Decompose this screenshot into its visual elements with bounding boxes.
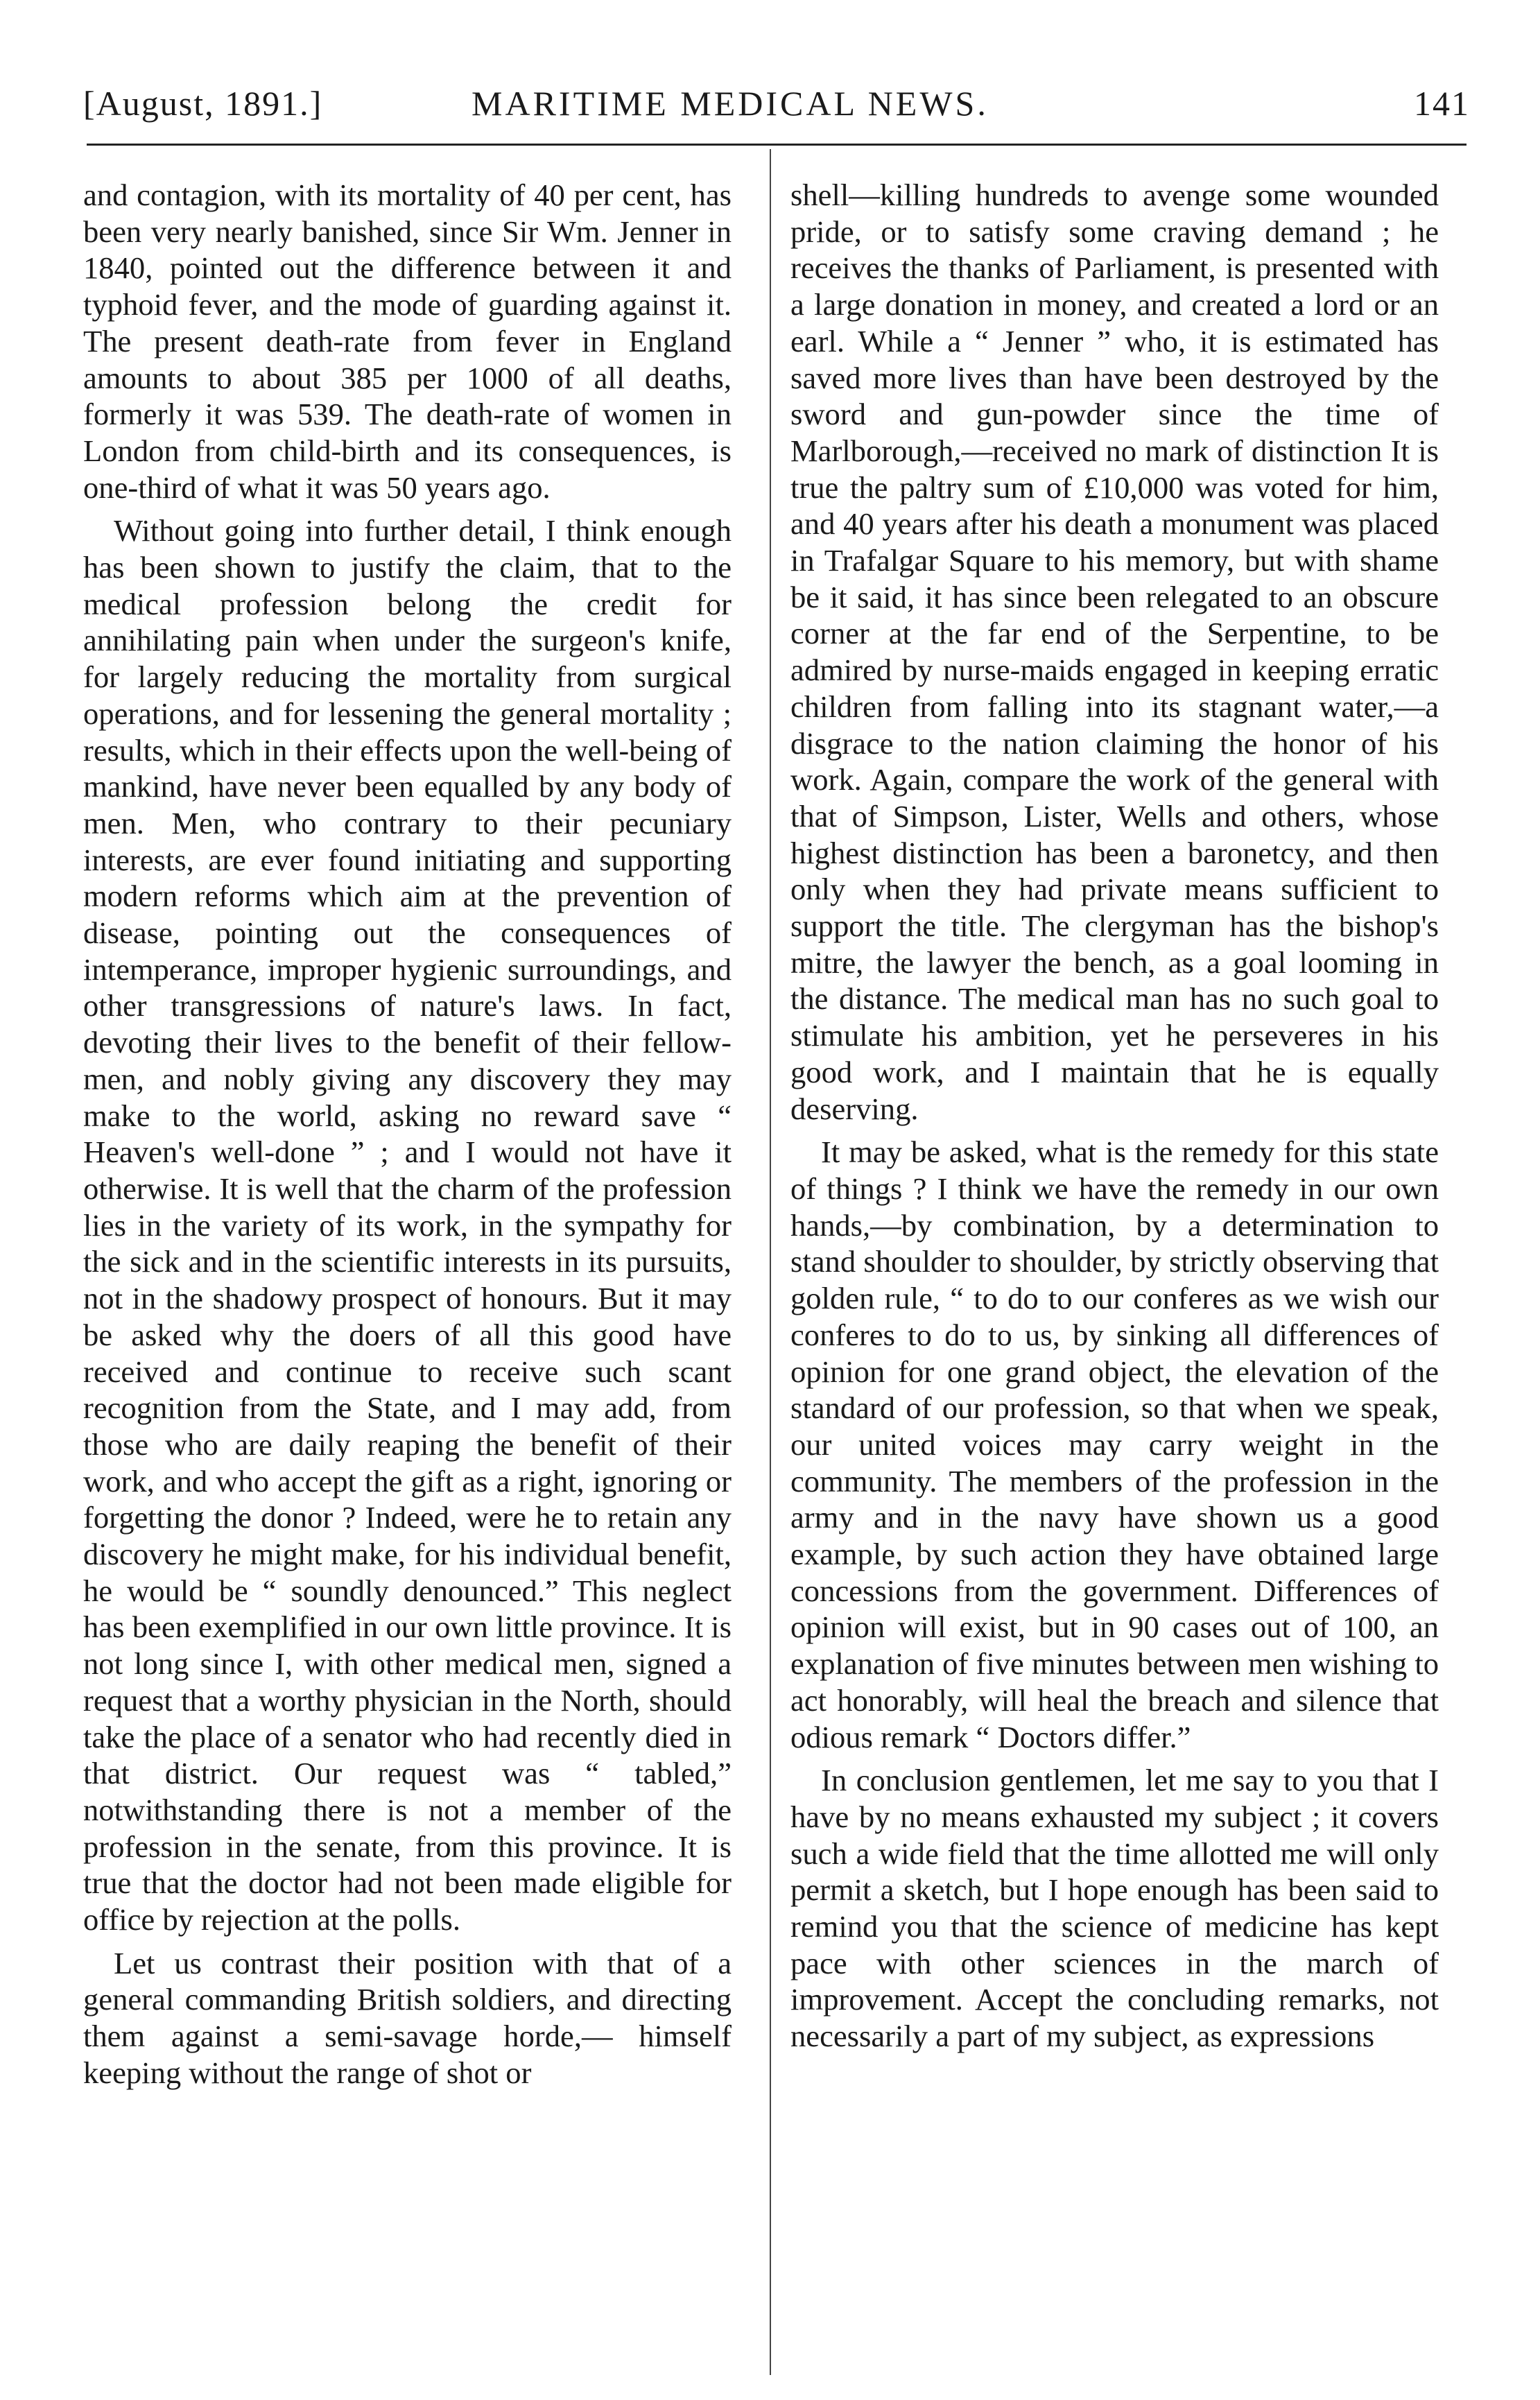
issue-date: [August, 1891.] — [83, 84, 323, 123]
journal-title: MARITIME MEDICAL NEWS. — [471, 84, 989, 123]
left-column — [83, 177, 732, 2361]
header-rule — [87, 144, 1467, 146]
running-header — [83, 69, 1470, 132]
right-paragraph-1: shell—killing hundreds to avenge some wounded pride, or to satisfy some craving demand ; he receives the thanks of Parliament, is presented with a large donation in money, and created a lord or an earl. While a “ Jenner ” who, it is estimated has saved more lives than have been destroyed by the sword and gun-powder since the time of Marlborough,—received no mark of distinction It is true the paltry sum of £10,000 was voted for him, and 40 years after his death a monument was placed in Trafalgar Square to his memory, but with shame be it said, it has since been relegated to an obscure corner at the far end of the Serpentine, to be admired by nurse-maids engaged in keeping erratic children from falling into its stagnant water,—a disgrace to the nation claiming the honor of his work. Again, compare the work of the general with that of Simpson, Lister, Wells and others, whose highest distinction has been a baronetcy, and then only when they had private means sufficient to support the title. The clergyman has the bishop's mitre, the lawyer the bench, as a goal looming in the distance. The medical man has no such goal to stimulate his ambition, yet he perseveres in his good work, and I maintain that he is equally deserving. — [790, 178, 1439, 1126]
right-paragraph-3: In conclusion gentlemen, let me say to you that I have by no means exhausted my subject ; it covers such a wide field that the time allotted me will only permit a sketch, but I hope enough has been said to remind you that the science of medicine has kept pace with other sciences in the march of improvement. Accept the concluding remarks, not necessarily a part of my subject, as expressions — [790, 1763, 1439, 2054]
left-paragraph-1: and contagion, with its mortality of 40 per cent, has been very nearly banished, since Sir Wm. Jenner in 1840, pointed out the difference between it and typhoid fever, and the mode of guarding against it. The present death-rate from fever in England amounts to about 385 per 1000 of all deaths, formerly it was 539. The death-rate of women in London from child-birth and its consequences, is one-third of what it was 50 years ago. — [83, 178, 732, 505]
page-number: 141 — [1414, 84, 1470, 123]
right-paragraph-2: It may be asked, what is the remedy for this state of things ? I think we have the remedy in our own hands,—by combination, by a determination to stand shoulder to shoulder, by strictly observing that golden rule, “ to do to our conferes as we wish our conferes to do to us, by sinking all differences of opinion for one grand object, the elevation of the standard of our profession, so that when we speak, our united voices may carry weight in the community. The members of the profession in the army and in the navy have shown us a good example, by such action they have obtained large concessions from the government. Differences of opinion will exist, but in 90 cases out of 100, an explanation of five minutes between men wishing to act honorably, will heal the breach and silence that odious remark “ Doctors differ.” — [790, 1134, 1439, 1754]
column-divider — [770, 149, 771, 2375]
left-paragraph-3: Let us contrast their position with that of a general commanding British soldiers, and directing them against a semi-savage horde,— himself keeping without the range of shot or — [83, 1945, 732, 2090]
left-paragraph-2: Without going into further detail, I think enough has been shown to justify the claim, that to the medical profession belong the credit for annihilating pain when under the surgeon's knife, for largely reducing the mortality from surgical operations, and for lessening the general mortality ; results, which in their effects upon the well-being of mankind, have never been equalled by any body of men. Men, who contrary to their pecuniary interests, are ever found initiating and supporting modern reforms which aim at the prevention of disease, pointing out the consequences of intemperance, improper hygienic surroundings, and other transgressions of nature's laws. In fact, devoting their lives to the benefit of their fellow-men, and nobly giving any discovery they may make to the world, asking no reward save “ Heaven's well-done ” ; and I would not have it otherwise. It is well that the charm of the profession lies in the variety of its work, in the sympathy for the sick and in the scientific interests in its pursuits, not in the shadowy prospect of honours. But it may be asked why the doers of all this good have received and continue to receive such scant recognition from the State, and I may add, from those who are daily reaping the benefit of their work, and who accept the gift as a right, ignoring or forgetting the donor ? Indeed, were he to retain any discovery he might make, for his individual benefit, he would be “ soundly denounced.” This neglect has been exemplified in our own little province. It is not long since I, with other medical men, signed a request that a worthy physician in the North, should take the place of a senator who had recently died in that district. Our request was “ tabled,” notwithstanding there is not a member of the profession in the senate, from this province. It is true that the doctor had not been made eligible for office by rejection at the polls. — [83, 513, 732, 1937]
right-column — [790, 177, 1439, 2361]
